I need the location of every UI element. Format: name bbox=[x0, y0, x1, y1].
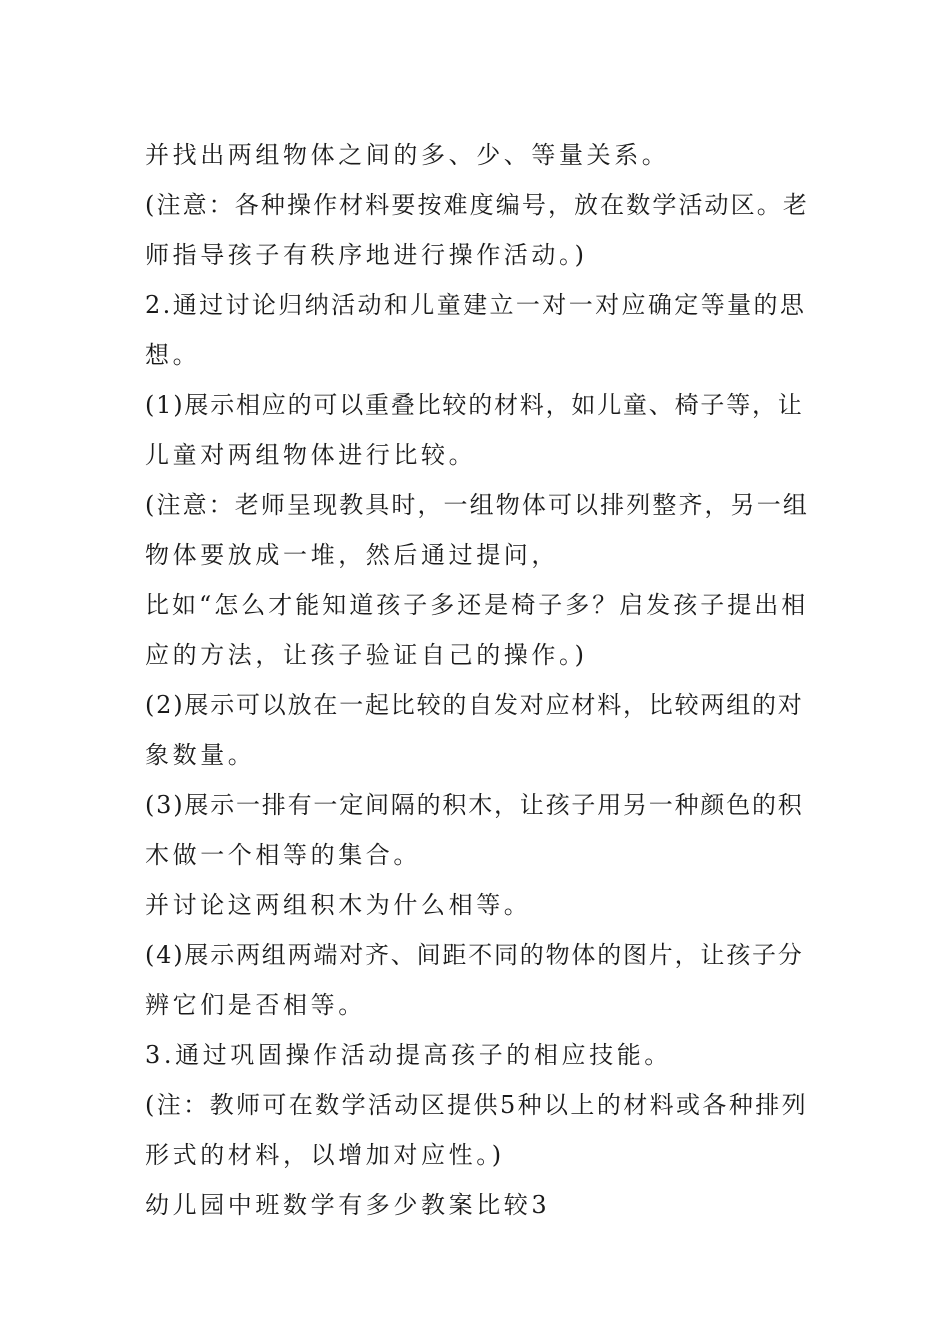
text-line: 并讨论这两组积木为什么相等。 bbox=[145, 891, 532, 919]
text-line: (2)展示可以放在一起比较的自发对应材料，比较两组的对 bbox=[145, 691, 804, 719]
text-line: 师指导孩子有秩序地进行操作活动。) bbox=[145, 241, 588, 269]
text-line: 儿童对两组物体进行比较。 bbox=[145, 441, 477, 469]
text-line: 并找出两组物体之间的多、少、等量关系。 bbox=[145, 141, 670, 169]
text-line: 想。 bbox=[145, 341, 201, 369]
document-body bbox=[145, 130, 810, 1230]
text-line: 物体要放成一堆，然后通过提问， bbox=[145, 541, 559, 569]
text-line: 2.通过讨论归纳活动和儿童建立一对一对应确定等量的思 bbox=[145, 291, 807, 319]
text-line: (注意：老师呈现教具时，一组物体可以排列整齐，另一组 bbox=[145, 491, 809, 519]
text-line: (1)展示相应的可以重叠比较的材料，如儿童、椅子等，让 bbox=[145, 391, 804, 419]
text-line: 3.通过巩固操作活动提高孩子的相应技能。 bbox=[145, 1041, 672, 1069]
text-line: 应的方法，让孩子验证自己的操作。) bbox=[145, 641, 588, 669]
text-line: 象数量。 bbox=[145, 741, 256, 769]
text-line: (3)展示一排有一定间隔的积木，让孩子用另一种颜色的积 bbox=[145, 791, 804, 819]
text-line: 比如“怎么才能知道孩子多还是椅子多？启发孩子提出相 bbox=[145, 591, 809, 619]
section-heading: 幼儿园中班数学有多少教案比较3 bbox=[145, 1191, 551, 1219]
text-line: (注：教师可在数学活动区提供5种以上的材料或各种排列 bbox=[145, 1091, 809, 1119]
text-line: (注意：各种操作材料要按难度编号，放在数学活动区。老 bbox=[145, 191, 809, 219]
text-line: 辨它们是否相等。 bbox=[145, 991, 366, 1019]
text-line: 形式的材料，以增加对应性。) bbox=[145, 1141, 505, 1169]
text-line: 木做一个相等的集合。 bbox=[145, 841, 421, 869]
text-line: (4)展示两组两端对齐、间距不同的物体的图片，让孩子分 bbox=[145, 941, 804, 969]
